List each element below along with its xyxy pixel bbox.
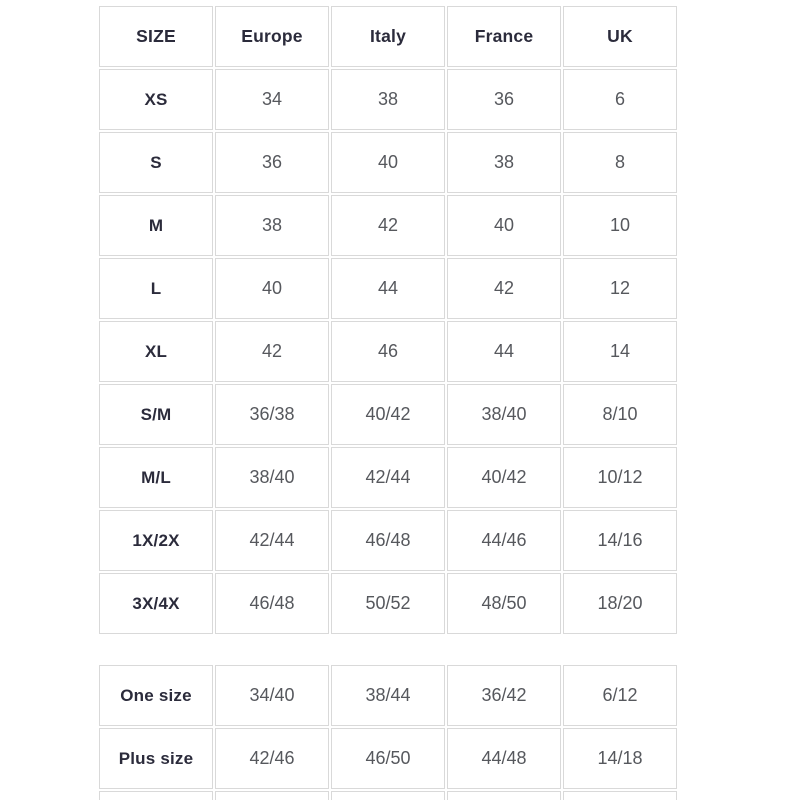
size-value-cell: 40: [215, 258, 329, 319]
table-row: [99, 728, 677, 789]
cutoff-row-cell: [447, 791, 561, 800]
size-value-cell: 46/50: [331, 728, 445, 789]
size-value-cell: 42: [447, 258, 561, 319]
size-label-cell: M/L: [99, 447, 213, 508]
size-value-cell: 34/40: [215, 665, 329, 726]
size-value-cell: 46: [331, 321, 445, 382]
size-value-cell: 40: [331, 132, 445, 193]
size-value-cell: 44: [447, 321, 561, 382]
size-value-cell: 14/16: [563, 510, 677, 571]
size-conversion-table-body: [99, 6, 677, 634]
table-row: [99, 69, 677, 130]
size-value-cell: 36/38: [215, 384, 329, 445]
size-value-cell: 40: [447, 195, 561, 256]
size-value-cell: 38: [447, 132, 561, 193]
size-value-cell: 18/20: [563, 573, 677, 634]
size-label-cell: S/M: [99, 384, 213, 445]
size-value-cell: 50/52: [331, 573, 445, 634]
size-label-cell: XS: [99, 69, 213, 130]
one-size-plus-size-table: [97, 663, 679, 800]
size-value-cell: 40/42: [447, 447, 561, 508]
size-value-cell: 14: [563, 321, 677, 382]
size-value-cell: 42/44: [331, 447, 445, 508]
size-label-cell: 1X/2X: [99, 510, 213, 571]
size-value-cell: 34: [215, 69, 329, 130]
size-value-cell: 42: [331, 195, 445, 256]
size-label-cell: L: [99, 258, 213, 319]
size-value-cell: 38/44: [331, 665, 445, 726]
size-value-cell: 14/18: [563, 728, 677, 789]
size-label-cell: S: [99, 132, 213, 193]
size-value-cell: 12: [563, 258, 677, 319]
size-value-cell: 10/12: [563, 447, 677, 508]
table-row: [99, 195, 677, 256]
size-value-cell: 48/50: [447, 573, 561, 634]
size-value-cell: 36/42: [447, 665, 561, 726]
cutoff-row-cell: [563, 791, 677, 800]
size-label-cell: Plus size: [99, 728, 213, 789]
cutoff-row-cell: [331, 791, 445, 800]
size-value-cell: 44: [331, 258, 445, 319]
size-label-cell: 3X/4X: [99, 573, 213, 634]
size-value-cell: 44/46: [447, 510, 561, 571]
size-value-cell: 46/48: [215, 573, 329, 634]
size-value-cell: 8: [563, 132, 677, 193]
size-value-cell: 38/40: [215, 447, 329, 508]
one-size-plus-size-table-body: [99, 665, 677, 789]
table-row: [99, 384, 677, 445]
size-value-cell: 38/40: [447, 384, 561, 445]
table-row: [99, 665, 677, 726]
cutoff-row-cell: [99, 791, 213, 800]
header-row: [99, 6, 677, 67]
table-row: [99, 258, 677, 319]
size-label-cell: XL: [99, 321, 213, 382]
table-row: [99, 132, 677, 193]
size-value-cell: 44/48: [447, 728, 561, 789]
size-value-cell: 36: [215, 132, 329, 193]
region-column-header: France: [447, 6, 561, 67]
region-column-header: Europe: [215, 6, 329, 67]
size-value-cell: 6: [563, 69, 677, 130]
cutoff-row: [99, 791, 677, 800]
cutoff-row-group: [99, 791, 677, 800]
region-column-header: Italy: [331, 6, 445, 67]
region-column-header: UK: [563, 6, 677, 67]
size-value-cell: 42: [215, 321, 329, 382]
table-row: [99, 573, 677, 634]
size-value-cell: 6/12: [563, 665, 677, 726]
table-row: [99, 447, 677, 508]
size-value-cell: 8/10: [563, 384, 677, 445]
size-value-cell: 10: [563, 195, 677, 256]
size-value-cell: 42/44: [215, 510, 329, 571]
size-conversion-table: [97, 4, 679, 636]
table-row: [99, 321, 677, 382]
size-column-header: SIZE: [99, 6, 213, 67]
table-row: [99, 510, 677, 571]
size-value-cell: 38: [215, 195, 329, 256]
cutoff-row-cell: [215, 791, 329, 800]
size-label-cell: One size: [99, 665, 213, 726]
size-value-cell: 36: [447, 69, 561, 130]
size-value-cell: 40/42: [331, 384, 445, 445]
size-label-cell: M: [99, 195, 213, 256]
size-value-cell: 46/48: [331, 510, 445, 571]
size-value-cell: 38: [331, 69, 445, 130]
size-value-cell: 42/46: [215, 728, 329, 789]
